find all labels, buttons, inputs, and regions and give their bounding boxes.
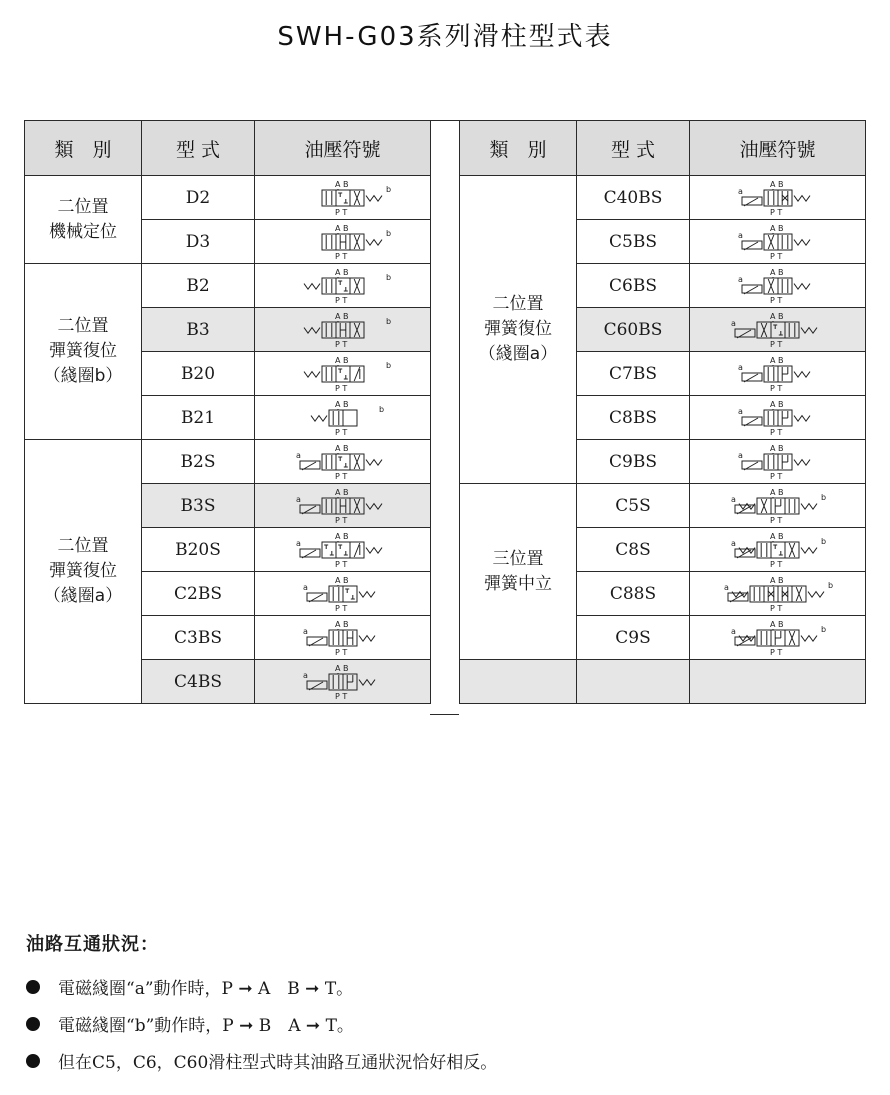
valve-symbol-icon (703, 574, 853, 614)
svg-text:b: b (820, 492, 826, 502)
svg-text:b: b (385, 272, 391, 282)
svg-text:a: a (737, 274, 743, 284)
model-cell: D2 (142, 176, 255, 220)
header-model: 型 式 (142, 121, 255, 176)
valve-symbol-icon (268, 266, 418, 306)
symbol-cell (255, 176, 431, 220)
svg-text:b: b (820, 536, 826, 546)
valve-symbol-icon (268, 662, 418, 702)
svg-text:P T: P T (334, 251, 347, 261)
category-label: 機械定位 (49, 221, 117, 242)
valve-symbol-icon (703, 486, 853, 526)
svg-text:A B: A B (334, 311, 349, 321)
model-cell: B2 (142, 264, 255, 308)
valve-symbol-icon (703, 178, 853, 218)
svg-text:P T: P T (334, 471, 347, 481)
symbol-cell (690, 660, 866, 704)
svg-text:A B: A B (334, 179, 349, 189)
header-symbol: 油壓符號 (690, 121, 866, 176)
table-row (460, 484, 866, 528)
table-row (460, 176, 866, 220)
category-label: （綫圈a） (43, 586, 123, 606)
svg-text:P T: P T (769, 515, 782, 525)
svg-text:A B: A B (334, 443, 349, 453)
category-label: 二位置 (57, 536, 109, 556)
valve-symbol-icon (268, 618, 418, 658)
symbol-cell (690, 616, 866, 660)
note-text: 電磁綫圈“a”動作時，P ➞ A B ➞ T。 (58, 979, 354, 999)
model-cell: C8S (577, 528, 690, 572)
svg-text:A B: A B (334, 355, 349, 365)
model-cell: C9BS (577, 440, 690, 484)
category-label: 彈簧復位 (49, 561, 117, 581)
model-cell: C8BS (577, 396, 690, 440)
valve-symbol-icon (268, 222, 418, 262)
svg-text:a: a (295, 450, 301, 460)
notes-section (26, 930, 497, 1079)
svg-text:b: b (378, 404, 384, 414)
model-cell: C5BS (577, 220, 690, 264)
model-cell: B21 (142, 396, 255, 440)
svg-text:a: a (730, 494, 736, 504)
model-cell: C3BS (142, 616, 255, 660)
svg-text:b: b (827, 580, 833, 590)
category-label: 彈簧復位 (484, 319, 552, 339)
symbol-cell (690, 352, 866, 396)
note-text: 但在C5，C6，C60滑柱型式時其油路互通狀況恰好相反。 (58, 1053, 498, 1073)
svg-text:a: a (302, 670, 308, 680)
model-cell: B20S (142, 528, 255, 572)
svg-text:A B: A B (769, 531, 784, 541)
model-cell: C60BS (577, 308, 690, 352)
valve-symbol-icon (268, 574, 418, 614)
svg-text:P T: P T (334, 515, 347, 525)
svg-text:b: b (385, 228, 391, 238)
svg-text:P T: P T (334, 295, 347, 305)
svg-text:P T: P T (769, 339, 782, 349)
svg-text:a: a (737, 186, 743, 196)
symbol-cell (255, 616, 431, 660)
model-cell: C5S (577, 484, 690, 528)
valve-symbol-icon (268, 310, 418, 350)
svg-text:P T: P T (769, 251, 782, 261)
svg-text:A B: A B (334, 223, 349, 233)
valve-symbol-icon (703, 530, 853, 570)
symbol-cell (690, 396, 866, 440)
bullet-icon (26, 980, 40, 994)
table-row (460, 660, 866, 704)
model-cell: C2BS (142, 572, 255, 616)
symbol-cell (690, 308, 866, 352)
svg-text:a: a (730, 626, 736, 636)
svg-text:P T: P T (334, 691, 347, 701)
svg-text:b: b (385, 316, 391, 326)
category-label: 彈簧復位 (49, 341, 117, 361)
svg-text:b: b (385, 360, 391, 370)
valve-symbol-icon (703, 618, 853, 658)
note-item (26, 1005, 497, 1042)
valve-symbol-icon (703, 354, 853, 394)
svg-text:A B: A B (334, 399, 349, 409)
header-model: 型 式 (577, 121, 690, 176)
category-label: 三位置 (492, 548, 544, 569)
svg-text:a: a (723, 582, 729, 592)
valve-symbol-icon (268, 398, 418, 438)
left-spool-table (24, 120, 431, 704)
category-cell (460, 484, 577, 660)
model-cell: C7BS (577, 352, 690, 396)
symbol-cell (690, 264, 866, 308)
category-label: （綫圈a） (478, 344, 558, 364)
svg-text:A B: A B (769, 443, 784, 453)
svg-text:P T: P T (769, 295, 782, 305)
svg-text:P T: P T (769, 427, 782, 437)
symbol-cell (255, 264, 431, 308)
symbol-cell (690, 440, 866, 484)
category-cell (25, 440, 142, 704)
category-cell (460, 176, 577, 484)
symbol-cell (690, 572, 866, 616)
notes-title: 油路互通狀況： (26, 934, 159, 955)
svg-text:A B: A B (769, 267, 784, 277)
table-divider (430, 120, 459, 715)
model-cell: C4BS (142, 660, 255, 704)
table-row (25, 440, 431, 484)
category-cell (25, 176, 142, 264)
category-label: 彈簧中立 (484, 573, 552, 594)
header-symbol: 油壓符號 (255, 121, 431, 176)
svg-text:A B: A B (769, 355, 784, 365)
model-cell: C6BS (577, 264, 690, 308)
table-row (25, 176, 431, 220)
symbol-cell (255, 308, 431, 352)
symbol-cell (255, 220, 431, 264)
symbol-cell (255, 396, 431, 440)
svg-text:a: a (295, 494, 301, 504)
category-cell (460, 660, 577, 704)
table-row (25, 264, 431, 308)
svg-text:A B: A B (769, 223, 784, 233)
category-label: （綫圈b） (43, 366, 123, 386)
valve-symbol-icon (268, 530, 418, 570)
svg-text:P T: P T (769, 207, 782, 217)
svg-text:a: a (737, 362, 743, 372)
svg-text:P T: P T (769, 383, 782, 393)
svg-text:A B: A B (334, 575, 349, 585)
symbol-cell (690, 528, 866, 572)
symbol-cell (255, 440, 431, 484)
svg-text:P T: P T (334, 427, 347, 437)
valve-symbol-icon (703, 222, 853, 262)
valve-symbol-icon (703, 662, 853, 702)
svg-text:A B: A B (769, 311, 784, 321)
svg-text:a: a (730, 538, 736, 548)
svg-text:P T: P T (334, 603, 347, 613)
valve-symbol-icon (268, 442, 418, 482)
symbol-cell (255, 484, 431, 528)
svg-text:b: b (385, 184, 391, 194)
bullet-icon (26, 1017, 40, 1031)
svg-text:A B: A B (769, 575, 784, 585)
svg-text:P T: P T (334, 559, 347, 569)
category-label: 二位置 (57, 316, 109, 336)
svg-text:a: a (302, 626, 308, 636)
svg-text:A B: A B (769, 179, 784, 189)
valve-symbol-icon (268, 178, 418, 218)
symbol-cell (255, 352, 431, 396)
model-cell: B3S (142, 484, 255, 528)
valve-symbol-icon (703, 442, 853, 482)
model-cell: C88S (577, 572, 690, 616)
header-category: 類 別 (25, 121, 142, 176)
svg-text:a: a (737, 450, 743, 460)
valve-symbol-icon (268, 486, 418, 526)
model-cell (577, 660, 690, 704)
svg-text:a: a (730, 318, 736, 328)
symbol-cell (255, 660, 431, 704)
bullet-icon (26, 1054, 40, 1068)
svg-text:A B: A B (334, 619, 349, 629)
svg-text:A B: A B (769, 619, 784, 629)
model-cell: D3 (142, 220, 255, 264)
model-cell: B3 (142, 308, 255, 352)
valve-symbol-icon (703, 310, 853, 350)
model-cell: B2S (142, 440, 255, 484)
valve-symbol-icon (268, 354, 418, 394)
symbol-cell (255, 528, 431, 572)
svg-text:P T: P T (334, 339, 347, 349)
svg-text:P T: P T (769, 603, 782, 613)
svg-text:A B: A B (769, 487, 784, 497)
right-spool-table (459, 120, 866, 704)
svg-text:A B: A B (334, 487, 349, 497)
svg-text:a: a (737, 406, 743, 416)
model-cell: B20 (142, 352, 255, 396)
symbol-cell (690, 176, 866, 220)
svg-text:A B: A B (334, 531, 349, 541)
valve-symbol-icon (703, 398, 853, 438)
svg-text:a: a (737, 230, 743, 240)
note-text: 電磁綫圈“b”動作時，P ➞ B A ➞ T。 (58, 1016, 354, 1036)
symbol-cell (255, 572, 431, 616)
svg-text:P T: P T (769, 471, 782, 481)
header-category: 類 別 (460, 121, 577, 176)
symbol-cell (690, 220, 866, 264)
note-item (26, 968, 497, 1005)
category-label: 二位置 (492, 294, 544, 314)
svg-text:A B: A B (769, 399, 784, 409)
symbol-cell (690, 484, 866, 528)
svg-text:a: a (302, 582, 308, 592)
svg-text:b: b (820, 624, 826, 634)
model-cell: C9S (577, 616, 690, 660)
svg-text:A B: A B (334, 663, 349, 673)
svg-text:P T: P T (769, 647, 782, 657)
category-label: 二位置 (57, 196, 109, 217)
svg-text:P T: P T (334, 383, 347, 393)
page-title: SWH-G03系列滑柱型式表 (277, 22, 613, 52)
svg-text:P T: P T (334, 647, 347, 657)
svg-text:P T: P T (334, 207, 347, 217)
svg-text:A B: A B (334, 267, 349, 277)
note-item (26, 1042, 497, 1079)
svg-text:a: a (295, 538, 301, 548)
valve-symbol-icon (703, 266, 853, 306)
model-cell: C40BS (577, 176, 690, 220)
category-cell (25, 264, 142, 440)
svg-text:P T: P T (769, 559, 782, 569)
